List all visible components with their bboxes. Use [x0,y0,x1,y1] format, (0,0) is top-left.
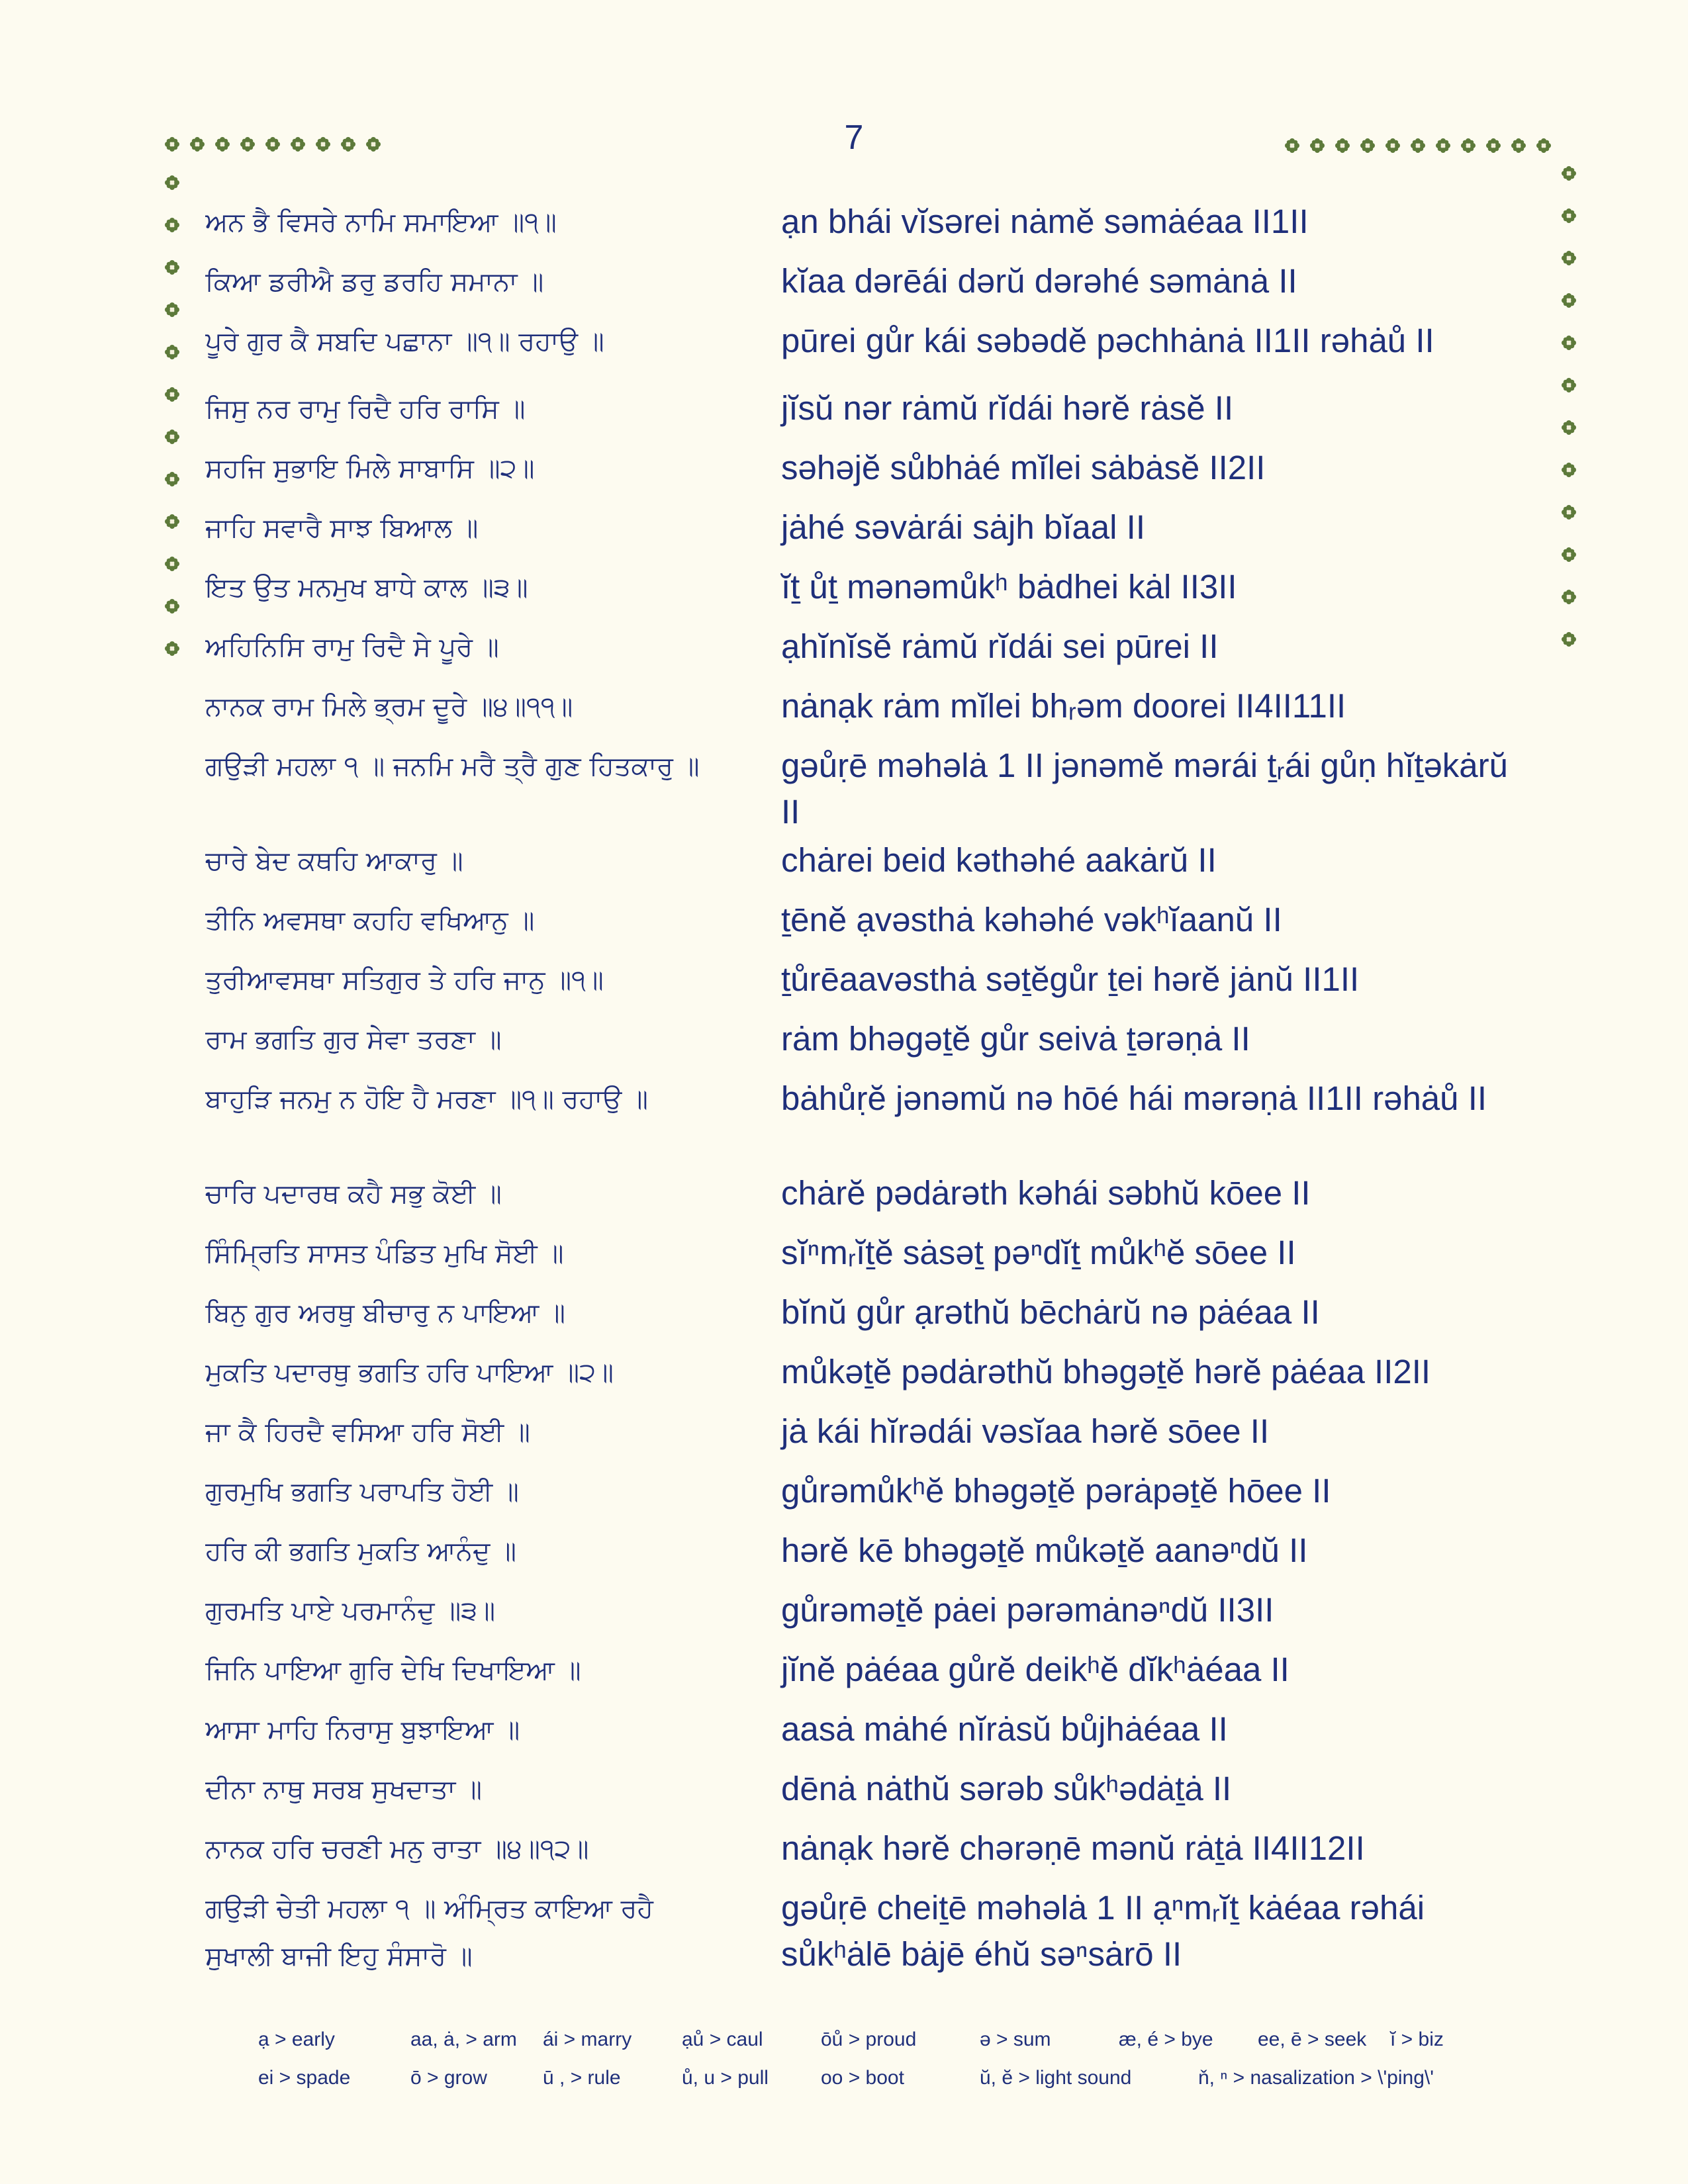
page-number: 7 [844,118,864,157]
gurmukhi-line: ਗਉੜੀ ਮਹਲਾ ੧ ॥ ਜਨਮਿ ਮਰੈ ਤ੍ਰੈ ਗੁਣ ਹਿਤਕਾਰੁ ॥ [205,751,700,782]
flower-icon [1335,138,1350,154]
flower-icon [340,136,356,152]
flower-icon [164,387,180,402]
transliteration-line: ṯůrēaavəsthȧ səṯĕgůr ṯei hərĕ jȧnŭ II1II [781,960,1360,998]
transliteration-line: pūrei gůr kái səbədĕ pəchhȧnȧ II1II rəhȧů II [781,322,1434,359]
gurmukhi-line: ਜਿਸੁ ਨਰ ਰਾਮੁ ਰਿਦੈ ਹਰਿ ਰਾਸਿ ॥ [205,394,526,424]
flower-icon [164,259,180,275]
transliteration-line: gůrəmůkʰĕ bhəgəṯĕ pərȧpəṯĕ hōee II [781,1472,1331,1510]
transliteration-line: gəůṛē cheiṯē məhəlȧ 1 II ạⁿmᵣĭṯ kȧéaa rəhái sůkʰȧlē bȧjē éhŭ səⁿsȧrō II [781,1889,1425,1973]
transliteration-line: gůrəməṯĕ pȧei pərəmȧnəⁿdŭ II3II [781,1591,1274,1629]
gurmukhi-line: ਬਾਹੁੜਿ ਜਨਮੁ ਨ ਹੋਇ ਹੈ ਮਰਣਾ ॥੧॥ ਰਹਾਉ ॥ [205,1084,648,1115]
legend-item: oo > boot [821,2067,904,2089]
flower-icon [240,136,256,152]
flower-icon [214,136,230,152]
transliteration-line: ṯēnĕ ạvəsthȧ kəhəhé vəkʰĭaanŭ II [781,901,1282,938]
flower-icon [1561,335,1577,351]
flower-icon [1460,138,1476,154]
flower-icon [1561,293,1577,308]
legend-item: ň, ⁿ > nasalization > \'ping\' [1198,2067,1434,2089]
transliteration-line: aasȧ mȧhé nĭrȧsŭ bůjhȧéaa II [781,1710,1228,1748]
transliteration-line: jȧ kái hĭrədái vəsĭaa hərĕ sōee II [781,1412,1270,1450]
transliteration-line: jĭsŭ nər rȧmŭ rĭdái hərĕ rȧsĕ II [781,389,1234,427]
legend-item: ạů > caul [682,2028,763,2050]
gurmukhi-line: ਸਹਜਿ ਸੁਭਾਇ ਮਿਲੇ ਸਾਬਾਸਿ ॥੨॥ [205,453,535,484]
flower-icon [164,302,180,318]
transliteration-line: chȧrei beid kəthəhé aakȧrŭ II [781,841,1217,879]
transliteration-line: bȧhůṛĕ jənəmŭ nə hōé hái mərəṇȧ II1II rəhȧů II [781,1079,1487,1117]
transliteration-line: rȧm bhəgəṯĕ gůr seivȧ ṯərəṇȧ II [781,1020,1250,1058]
flower-icon [1561,250,1577,266]
legend-item: ū , > rule [543,2067,621,2089]
flower-icon [164,429,180,445]
flower-icon [1309,138,1325,154]
transliteration-line: nȧnạk rȧm mĭlei bhᵣəm doorei II4II11II [781,687,1346,725]
transliteration-line: jĭnĕ pȧéaa gůrĕ deikʰĕ dĭkʰȧéaa II [781,1651,1289,1688]
transliteration-line: můkəṯĕ pədȧrəthŭ bhəgəṯĕ hərĕ pȧéaa II2II [781,1353,1431,1390]
flower-icon [1561,208,1577,224]
legend-item: ạ > early [258,2028,335,2050]
legend-item: ů, u > pull [682,2067,769,2089]
gurmukhi-line: ਗਉੜੀ ਚੇਤੀ ਮਹਲਾ ੧ ॥ ਅੰਮ੍ਰਿਤ ਕਾਇਆ ਰਹੈ ਸੁਖਾਲੀ ਬਾਜੀ ਇਹੁ ਸੰਸਾਰੋ ॥ [205,1893,653,1972]
gurmukhi-line: ਜਾ ਕੈ ਹਿਰਦੈ ਵਸਿਆ ਹਰਿ ਸੋਈ ॥ [205,1417,530,1447]
gurmukhi-line: ਗੁਰਮਤਿ ਪਾਏ ਪਰਮਾਨੰਦੁ ॥੩॥ [205,1596,496,1626]
gurmukhi-line: ਆਸਾ ਮਾਹਿ ਨਿਰਾਸੁ ਬੁਝਾਇਆ ॥ [205,1715,520,1745]
gurmukhi-line: ਚਾਰਿ ਪਦਾਰਥ ਕਹੈ ਸਭੁ ਕੋਈ ॥ [205,1179,502,1209]
flower-icon [290,136,306,152]
flower-icon [1360,138,1376,154]
gurmukhi-line: ਅਹਿਨਿਸਿ ਰਾਮੁ ਰਿਦੈ ਸੇ ਪੂਰੇ ॥ [205,632,499,662]
gurmukhi-line: ਰਾਮ ਭਗਤਿ ਗੁਰ ਸੇਵਾ ਤਰਣਾ ॥ [205,1024,502,1055]
flower-icon [164,641,180,657]
gurmukhi-line: ਮੁਕਤਿ ਪਦਾਰਥੁ ਭਗਤਿ ਹਰਿ ਪਾਇਆ ॥੨॥ [205,1357,614,1388]
transliteration-line: chȧrĕ pədȧrəth kəhái səbhŭ kōee II [781,1174,1311,1212]
legend-item: æ, é > bye [1119,2028,1213,2050]
transliteration-line: bĭnŭ gůr ạrəthŭ bēchȧrŭ nə pȧéaa II [781,1293,1320,1331]
flower-icon [164,556,180,572]
flower-icon [1385,138,1401,154]
legend-item: ə > sum [980,2028,1051,2050]
transliteration-line: ạn bhái vĭsərei nȧmĕ səmȧéaa II1II [781,203,1309,240]
gurmukhi-line: ਤੀਨਿ ਅਵਸਥਾ ਕਹਹਿ ਵਖਿਆਨੁ ॥ [205,905,535,936]
flower-icon [1561,165,1577,181]
flower-icon [1561,504,1577,520]
flower-icon [1561,420,1577,435]
flower-icon [164,175,180,191]
transliteration-line: ĭṯ ůṯ mənəmůkʰ bȧdhei kȧl II3II [781,568,1237,606]
legend-item: aa, ȧ, > arm [410,2028,517,2050]
legend-item: ō > grow [410,2067,487,2089]
flower-icon [164,217,180,233]
flower-icon [164,471,180,487]
gurmukhi-line: ਹਰਿ ਕੀ ਭਗਤਿ ਮੁਕਤਿ ਆਨੰਦੁ ॥ [205,1536,517,1567]
transliteration-line: gəůṛē məhəlȧ 1 II jənəmĕ mərái ṯᵣái gůṇ hĭṯəkȧrŭ II [781,747,1509,831]
gurmukhi-line: ਕਿਆ ਡਰੀਐ ਡਰੁ ਡਰਹਿ ਸਮਾਨਾ ॥ [205,267,544,297]
flower-icon [1561,462,1577,478]
flower-icon [365,136,381,152]
flower-icon [1561,377,1577,393]
flower-icon [1284,138,1300,154]
transliteration-line: hərĕ kē bhəgəṯĕ můkəṯĕ aanəⁿdŭ II [781,1531,1308,1569]
flower-icon [1561,547,1577,563]
gurmukhi-line: ਅਨ ਭੈ ਵਿਸਰੇ ਨਾਮਿ ਸਮਾਇਆ ॥੧॥ [205,207,557,238]
flower-icon [164,598,180,614]
transliteration-line: kĭaa dərēái dərŭ dərəhé səmȧnȧ II [781,262,1297,300]
flower-icon [265,136,281,152]
flower-icon [1410,138,1426,154]
gurmukhi-line: ਨਾਨਕ ਰਾਮ ਮਿਲੇ ਭ੍ਰਮ ਦੂਰੇ ॥੪॥੧੧॥ [205,692,573,722]
legend-item: ōů > proud [821,2028,917,2050]
flower-icon [164,136,180,152]
flower-icon [1536,138,1552,154]
flower-icon [189,136,205,152]
transliteration-line: jȧhé səvȧrái sȧjh bĭaal II [781,508,1145,546]
gurmukhi-line: ਦੀਨਾ ਨਾਥੁ ਸਰਬ ਸੁਖਦਾਤਾ ॥ [205,1774,482,1805]
flower-icon [1561,631,1577,647]
flower-icon [1485,138,1501,154]
transliteration-line: sĭⁿmᵣĭṯĕ sȧsəṯ pəⁿdĭṯ můkʰĕ sōee II [781,1234,1296,1271]
legend-item: ĭ > biz [1390,2028,1444,2050]
flower-icon [1435,138,1451,154]
gurmukhi-line: ਜਿਨਿ ਪਾਇਆ ਗੁਰਿ ਦੇਖਿ ਦਿਖਾਇਆ ॥ [205,1655,581,1686]
flower-icon [1511,138,1526,154]
transliteration-line: nȧnạk hərĕ chərəṇē mənŭ rȧṯȧ II4II12II [781,1829,1365,1867]
gurmukhi-line: ਪੂਰੇ ਗੁਰ ਕੈ ਸਬਦਿ ਪਛਾਨਾ ॥੧॥ ਰਹਾਉ ॥ [205,326,604,357]
gurmukhi-line: ਬਿਨੁ ਗੁਰ ਅਰਥੁ ਬੀਚਾਰੁ ਨ ਪਾਇਆ ॥ [205,1298,566,1328]
transliteration-line: səhəjĕ sůbhȧé mĭlei sȧbȧsĕ II2II [781,449,1266,486]
flower-icon [1561,589,1577,605]
gurmukhi-line: ਜਾਹਿ ਸਵਾਰੈ ਸਾਝ ਬਿਆਲ ॥ [205,513,479,543]
flower-icon [164,344,180,360]
legend-item: ái > marry [543,2028,632,2050]
legend-item: ee, ē > seek [1258,2028,1367,2050]
legend-item: ei > spade [258,2067,351,2089]
gurmukhi-line: ਨਾਨਕ ਹਰਿ ਚਰਣੀ ਮਨੁ ਰਾਤਾ ॥੪॥੧੨॥ [205,1834,589,1864]
gurmukhi-line: ਇਤ ਉਤ ਮਨਮੁਖ ਬਾਧੇ ਕਾਲ ॥੩॥ [205,572,528,603]
flower-icon [164,514,180,529]
gurmukhi-line: ਗੁਰਮੁਖਿ ਭਗਤਿ ਪਰਾਪਤਿ ਹੋਈ ॥ [205,1477,519,1507]
gurmukhi-line: ਤੁਰੀਆਵਸਥਾ ਸਤਿਗੁਰ ਤੇ ਹਰਿ ਜਾਨੁ ॥੧॥ [205,965,604,995]
legend-item: ŭ, ĕ > light sound [980,2067,1132,2089]
transliteration-line: dēnȧ nȧthŭ sərəb sůkʰədȧṯȧ II [781,1770,1232,1807]
gurmukhi-line: ਸਿੰਮ੍ਰਿਤਿ ਸਾਸਤ ਪੰਡਿਤ ਮੁਖਿ ਸੋਈ ॥ [205,1238,564,1269]
gurmukhi-line: ਚਾਰੇ ਬੇਦ ਕਥਹਿ ਆਕਾਰੁ ॥ [205,846,463,876]
transliteration-line: ạhĭnĭsĕ rȧmŭ rĭdái sei pūrei II [781,627,1219,665]
flower-icon [315,136,331,152]
